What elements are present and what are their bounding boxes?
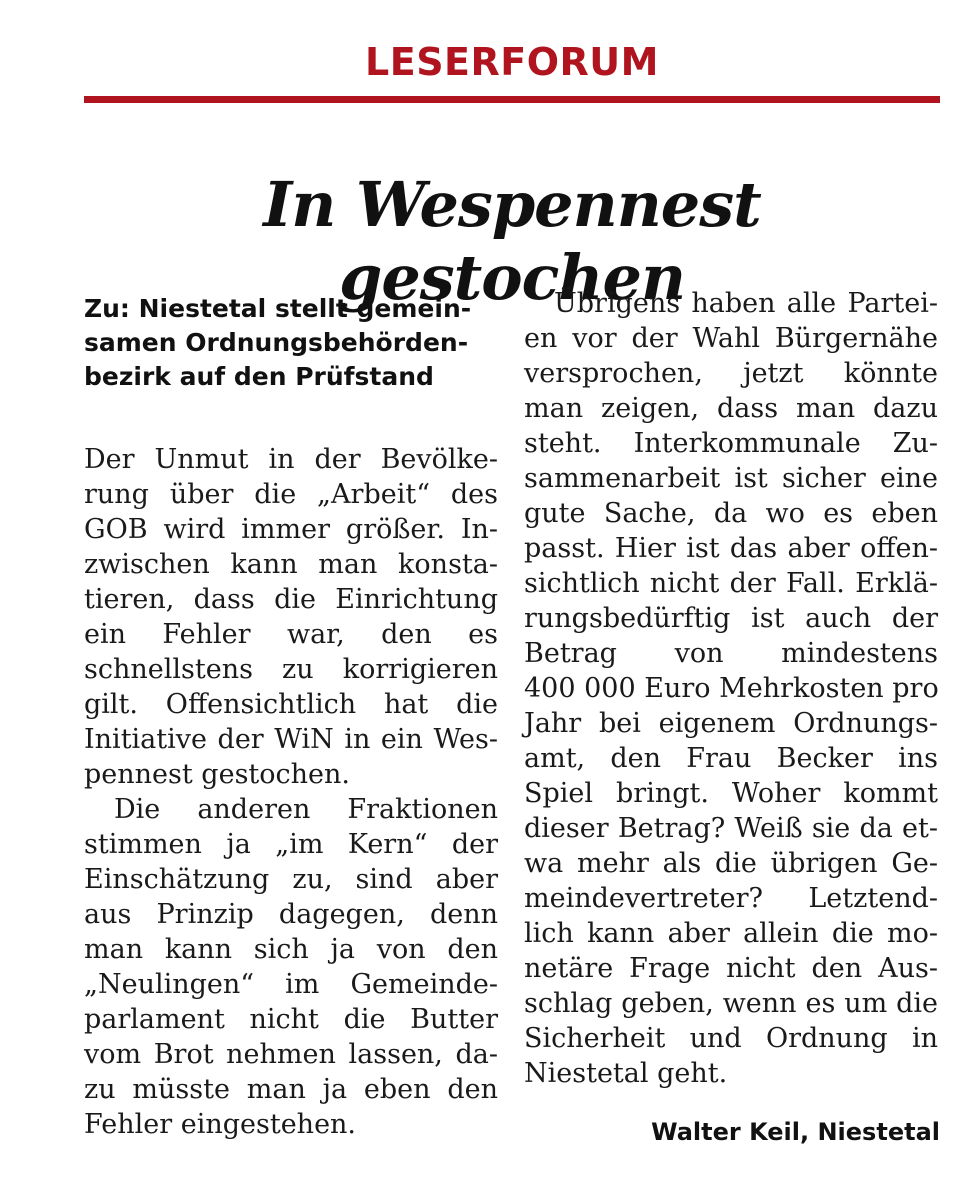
section-divider	[84, 96, 940, 103]
text-line: aus Prinzip dagegen, denn	[84, 899, 498, 930]
text-line: steht. Interkommunale Zu-	[524, 428, 938, 459]
text-line: Einschätzung zu, sind aber	[84, 864, 498, 895]
subhead-line: Zu: Niestetal stellt gemein-	[84, 294, 472, 323]
text-line: „Neulingen“ im Gemeinde-	[84, 969, 498, 1000]
text-line: pennest gestochen.	[84, 759, 350, 790]
text-line: stimmen ja „im Kern“ der	[84, 829, 498, 860]
text-line: meindevertreter? Letztend-	[524, 883, 938, 914]
text-line: man zeigen, dass man dazu	[524, 393, 938, 424]
text-line: wa mehr als die übrigen Ge-	[524, 848, 938, 879]
text-line: Übrigens haben alle Partei-	[554, 288, 938, 319]
text-line: man kann sich ja von den	[84, 934, 498, 965]
text-line: 400 000 Euro Mehrkosten pro	[524, 673, 939, 704]
text-line: Die anderen Fraktionen	[114, 794, 498, 825]
text-line: dieser Betrag? Weiß sie da et-	[524, 813, 938, 844]
text-line: Jahr bei eigenem Ordnungs-	[524, 708, 938, 739]
headline: In Wespennest gestochen	[263, 168, 761, 314]
text-line: rung über die „Arbeit“ des	[84, 479, 498, 510]
text-line: schlag geben, wenn es um die	[524, 988, 938, 1019]
text-line: GOB wird immer größer. In-	[84, 514, 498, 545]
paragraph	[84, 442, 498, 792]
text-line: Betrag von mindestens	[524, 638, 938, 669]
right-column	[524, 286, 938, 1091]
author-signature: Walter Keil, Niestetal	[651, 1118, 940, 1146]
subhead	[84, 292, 498, 394]
text-line: passt. Hier ist das aber offen-	[524, 533, 938, 564]
text-line: gilt. Offensichtlich hat die	[84, 689, 498, 720]
text-line: ein Fehler war, den es	[84, 619, 498, 650]
text-line: Sicherheit und Ordnung in	[524, 1023, 938, 1054]
text-line: Fehler eingestehen.	[84, 1109, 357, 1140]
left-column	[84, 286, 498, 1142]
text-line: Der Unmut in der Bevölke-	[84, 444, 498, 475]
text-line: gute Sache, da wo es eben	[524, 498, 938, 529]
text-line: rungsbedürftig ist auch der	[524, 603, 938, 634]
text-line: zu müsste man ja eben den	[84, 1074, 498, 1105]
subhead-line: samen Ordnungsbehörden-	[84, 328, 469, 357]
text-line: amt, den Frau Becker ins	[524, 743, 938, 774]
text-line: parlament nicht die Butter	[84, 1004, 498, 1035]
text-line: lich kann aber allein die mo-	[524, 918, 938, 949]
text-line: Spiel bringt. Woher kommt	[524, 778, 938, 809]
text-line: netäre Frage nicht den Aus-	[524, 953, 938, 984]
text-line: zwischen kann man konsta-	[84, 549, 498, 580]
text-line: tieren, dass die Einrichtung	[84, 584, 498, 615]
paragraph	[84, 792, 498, 1142]
text-line: Initiative der WiN in ein Wes-	[84, 724, 498, 755]
text-line: en vor der Wahl Bürgernähe	[524, 323, 938, 354]
text-line: sammenarbeit ist sicher eine	[524, 463, 938, 494]
text-line: versprochen, jetzt könnte	[524, 358, 938, 389]
text-line: Niestetal geht.	[524, 1058, 728, 1089]
text-line: vom Brot nehmen lassen, da-	[84, 1039, 498, 1070]
subhead-line: bezirk auf den Prüfstand	[84, 362, 434, 391]
text-line: schnellstens zu korrigieren	[84, 654, 498, 685]
text-line: sichtlich nicht der Fall. Erklä-	[524, 568, 938, 599]
section-label: LESERFORUM	[365, 40, 659, 84]
paragraph	[524, 286, 938, 1091]
